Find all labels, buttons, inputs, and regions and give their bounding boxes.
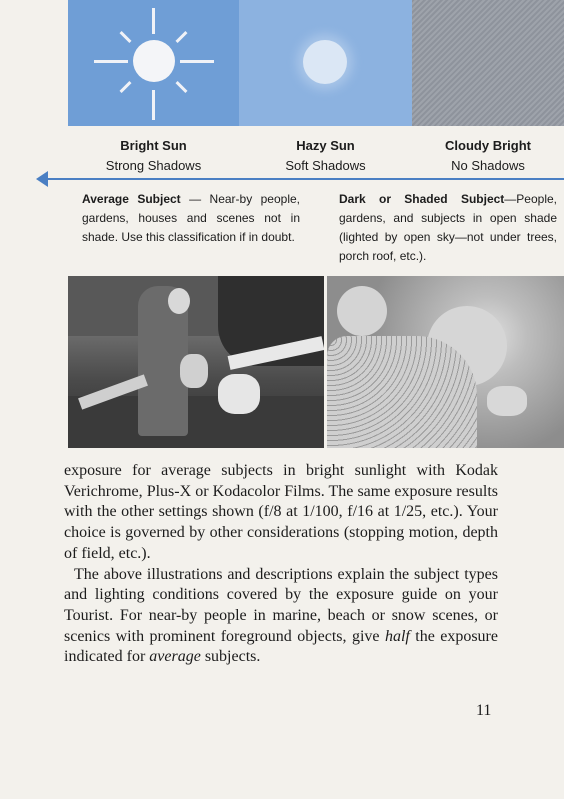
photo-average-subject [68, 276, 324, 448]
dark-subject-description [339, 190, 557, 266]
average-subject-text: — Near-by people, gardens, houses and scenes not in shade. Use this classification if in doubt. [82, 192, 300, 244]
average-subject-heading: Average Subject [82, 192, 181, 206]
average-subject-description [82, 190, 300, 247]
caption-subtitle: No Shadows [451, 158, 525, 173]
caption-title: Bright Sun [120, 138, 187, 153]
caption-title: Hazy Sun [296, 138, 355, 153]
dark-subject-text: —People, gardens, and subjects in open shade (lighted by open sky—not under trees, porch roof, etc.). [339, 192, 557, 263]
caption-subtitle: Soft Shadows [285, 158, 366, 173]
body-paragraph-2: The above illustrations and descriptions explain the subject types and lighting conditions covered by the exposure guide on your Tourist. For near-by people in marine, beach or snow scenes, or scenics with prominent foreground objects, give half the exposure indicated for average subjects. [64, 565, 498, 666]
caption-cloudy-bright [412, 136, 564, 176]
divider-rule [40, 178, 564, 180]
sky-illustrations [68, 0, 564, 126]
sun-icon [133, 40, 175, 82]
dark-subject-heading: Dark or Shaded Subject [339, 192, 505, 206]
cloudy-sky-illustration [412, 0, 564, 126]
hazy-sun-icon [303, 40, 347, 84]
bright-sun-illustration [68, 0, 239, 126]
caption-title: Cloudy Bright [445, 138, 531, 153]
page-number: 11 [476, 702, 492, 719]
body-paragraph-1: exposure for average subjects in bright sunlight with Kodak Verichrome, Plus-X or Kodacolor Films. The same exposure results with the other settings shown (f/8 at 1/100, f/16 at 1/25, etc.). Your choice is governed by other considerations (stopping motion, depth of field, etc.). [64, 462, 498, 562]
photo-shaded-subject [327, 276, 564, 448]
hazy-sun-illustration [239, 0, 412, 126]
caption-hazy-sun [239, 136, 412, 176]
lighting-captions [68, 136, 564, 176]
caption-subtitle: Strong Shadows [105, 158, 202, 173]
caption-bright-sun [68, 136, 239, 176]
body-text [64, 461, 498, 668]
